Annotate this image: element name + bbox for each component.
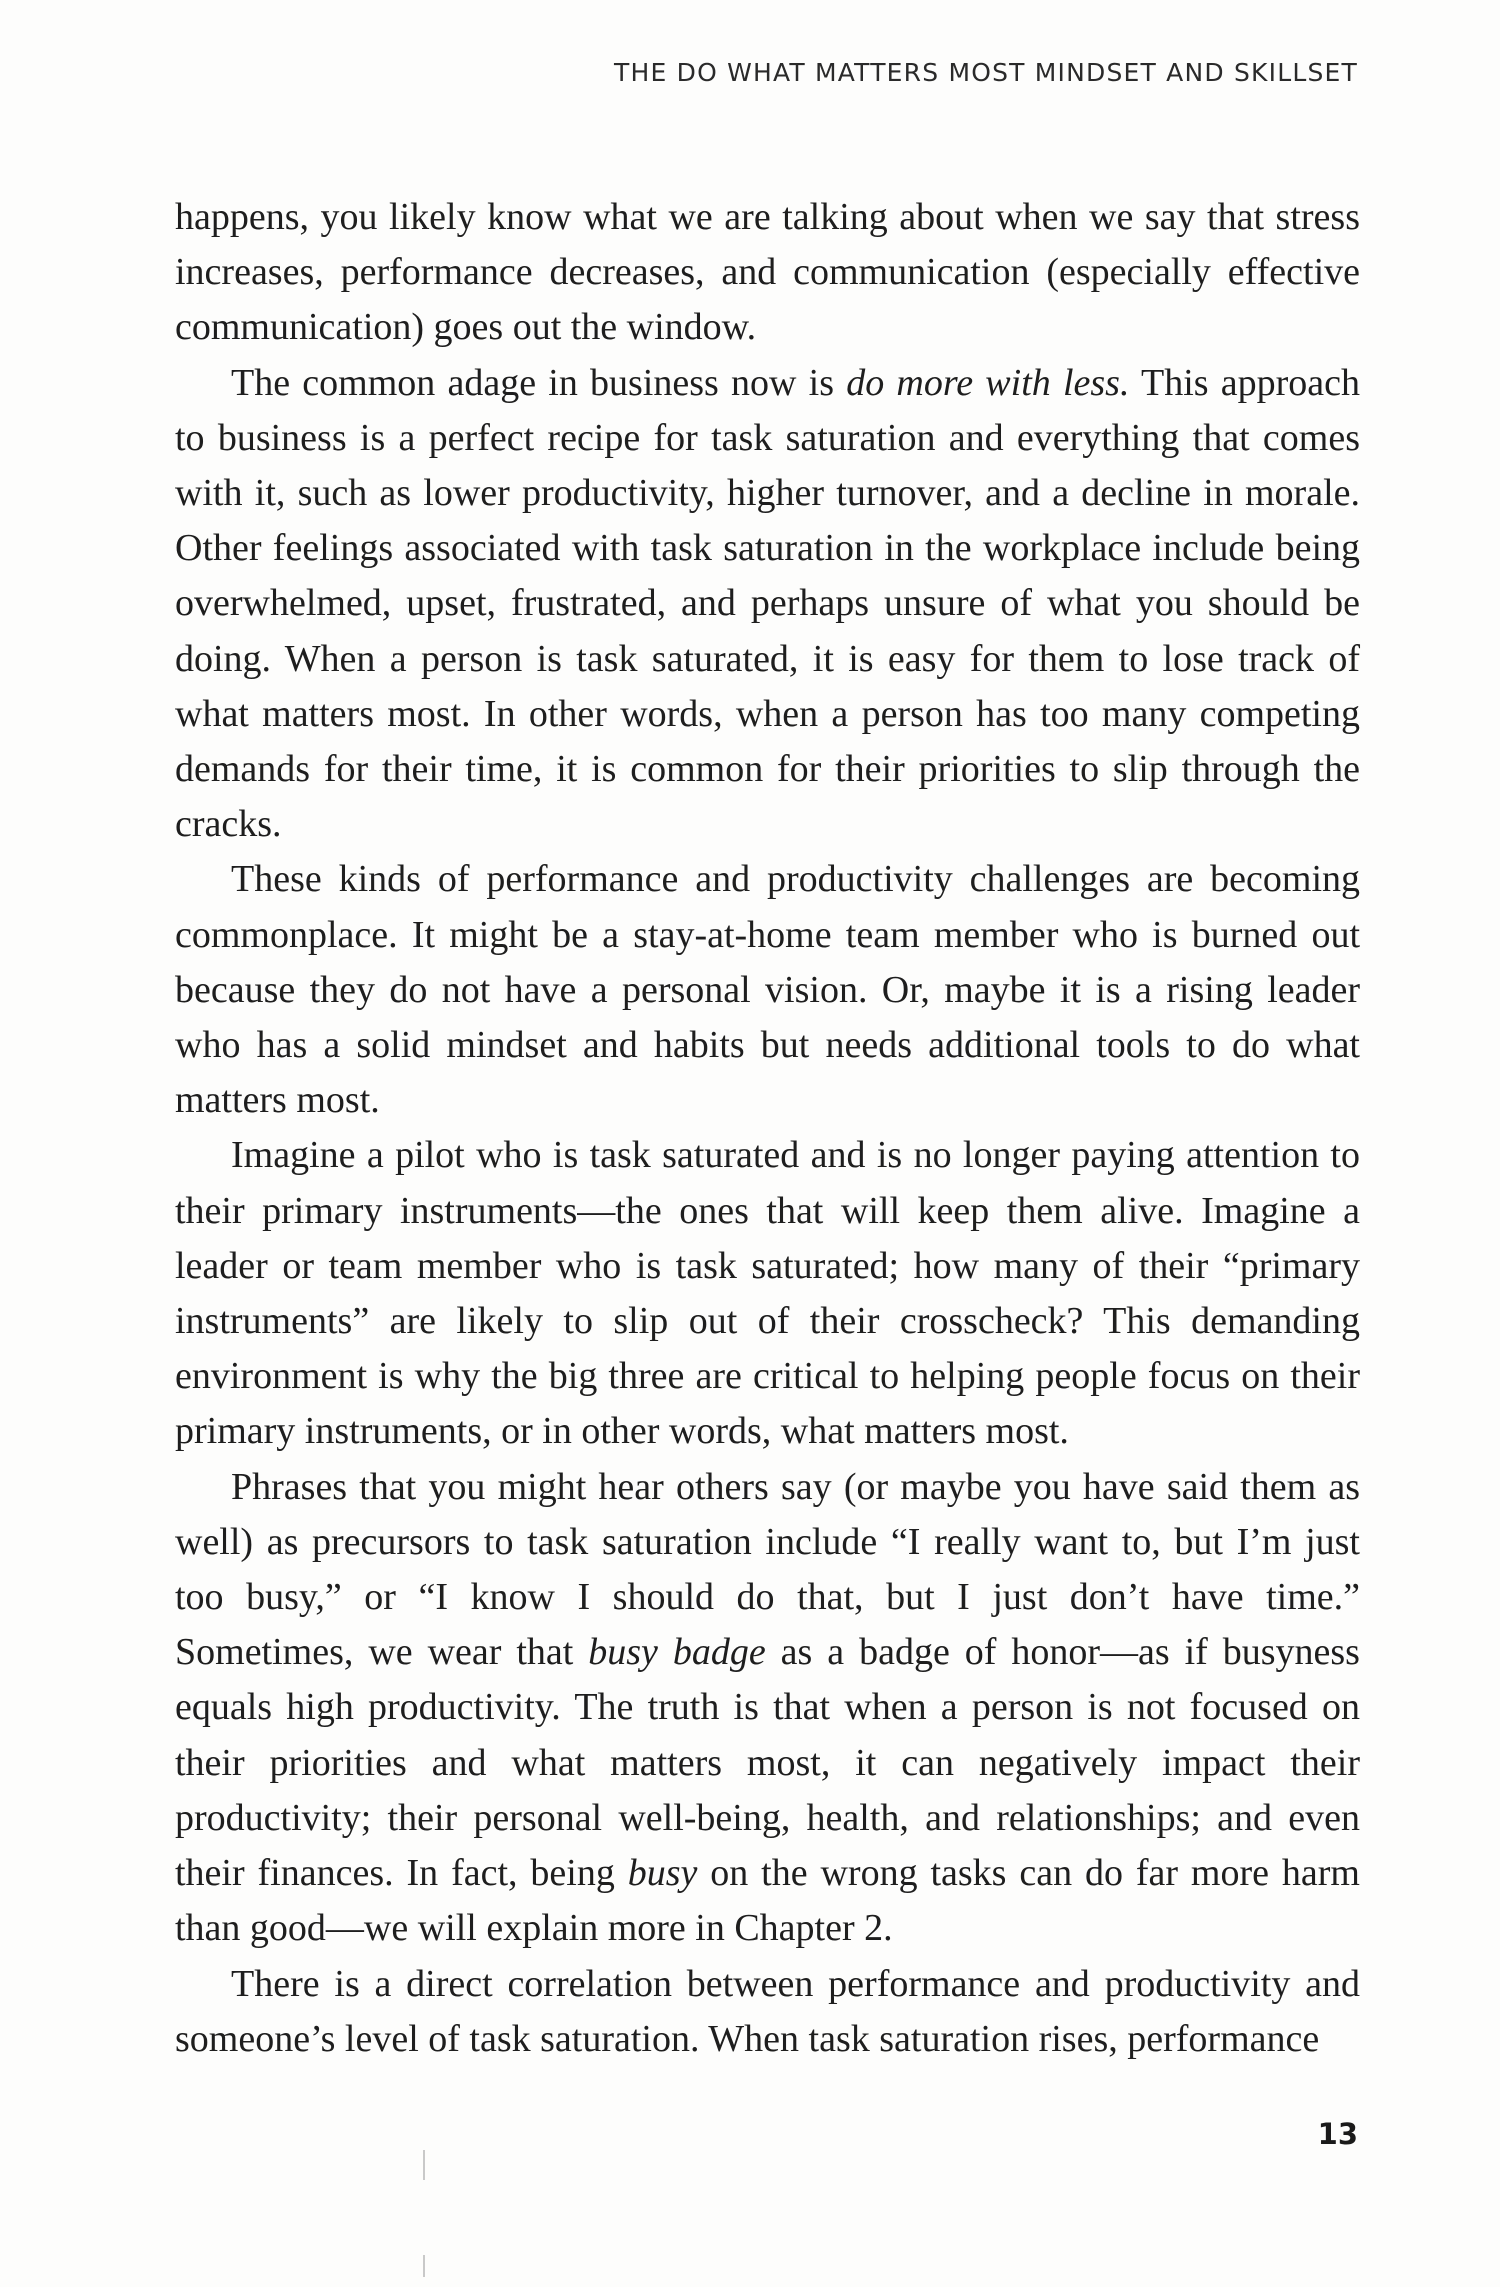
running-head: THE DO WHAT MATTERS MOST MINDSET AND SKILLSET: [614, 58, 1358, 87]
paragraph-6: There is a direct correlation between performance and productivity and someone’s level of task saturation. When task saturation rises, performance: [175, 1962, 1360, 2060]
paragraph-2: [175, 356, 1360, 853]
paragraph-3: These kinds of performance and productivity challenges are becoming commonplace. It might be a stay-at-home team member who is burned out because they do not have a personal vision. Or, maybe it is a rising leader who has a solid mindset and habits but needs additional tools to do what matters most.: [175, 858, 1360, 1122]
body-text: [175, 190, 1360, 2067]
paragraph-2-emphasis: do more with less.: [846, 361, 1130, 404]
paragraph-5-text-a: Phrases that you might hear others say (or maybe you have said them as well) as precursors to task saturation include “I really want to, but I’m just too busy,” or “I know I should do that, but I just don’t have time.” Sometimes, we wear that: [175, 1465, 1360, 1674]
page-number: 13: [1317, 2117, 1358, 2151]
paragraph-1: happens, you likely know what we are talking about when we say that stress increases, performance decreases, and communication (especially effective communication) goes out the window.: [175, 196, 1360, 349]
paragraph-2-text-a: The common adage in business now is: [231, 361, 847, 404]
paragraph-5-text-b: as a badge of honor—as if busyness equals high productivity. The truth is that when a person is not focused on their priorities and what matters most, it can negatively impact their productivity; their personal well-being, health, and relationships; and even their finances. In fact, being: [175, 1631, 1360, 1895]
paragraph-5-emphasis-busy-badge: busy badge: [588, 1631, 766, 1674]
paragraph-5-emphasis-busy: busy: [627, 1852, 698, 1895]
scan-artifact-line: [423, 2255, 425, 2277]
paragraph-5-text-c: on the wrong tasks can do far more harm than good—we will explain more in Chapter 2.: [175, 1852, 1360, 1950]
scan-artifact-line: [423, 2150, 425, 2180]
paragraph-2-text-b: This approach to business is a perfect recipe for task saturation and everything that comes with it, such as lower productivity, higher turnover, and a decline in morale. Other feelings associated with task saturation in the workplace include being overwhelmed, upset, frustrated, and perhaps unsure of what you should be doing. When a person is task saturated, it is easy for them to lose track of what matters most. In other words, when a person has too many competing demands for their time, it is common for their priorities to slip through the cracks.: [175, 361, 1361, 846]
paragraph-4: Imagine a pilot who is task saturated and is no longer paying attention to their primary instruments—the ones that will keep them alive. Imagine a leader or team member who is task saturated; how many of their “primary instruments” are likely to slip out of their crosscheck? This demanding environment is why the big three are critical to helping people focus on their primary instruments, or in other words, what matters most.: [175, 1134, 1360, 1453]
paragraph-5: [175, 1460, 1360, 1957]
